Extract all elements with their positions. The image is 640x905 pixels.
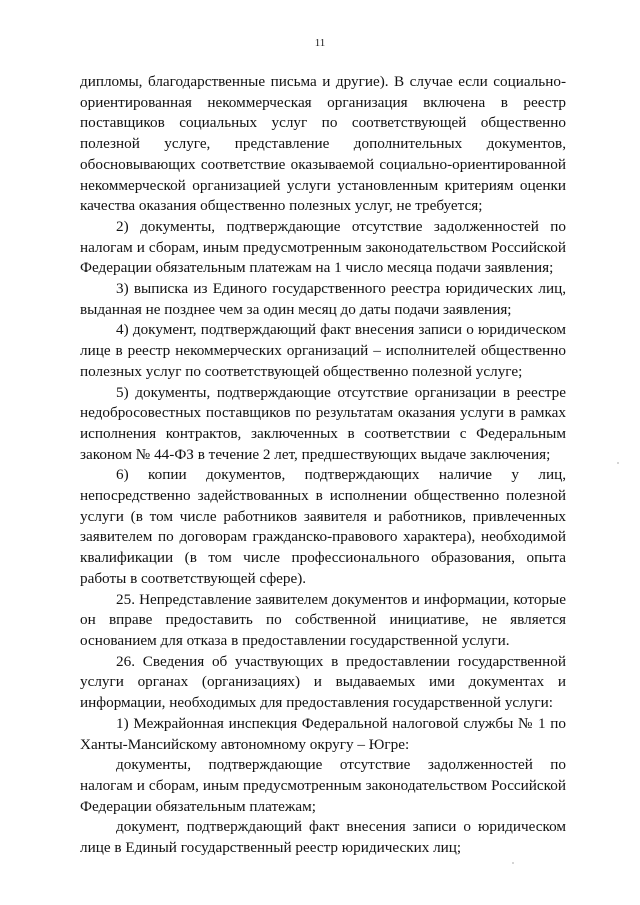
paragraph-continuation: дипломы, благодарственные письма и другие). В случае если социально-ориентированная некоммерческая организация включена в реестр поставщиков социальных услуг по соответствующей общественно полезной услуге, представление дополнительных документов, обосновывающих соответствие оказываемой социально-ориентированной некоммерческой организацией услуги установленным критериям оценки качества оказания общественно полезных услуг, не требуется; [80,73,566,215]
paragraph-item-6: 6) копии документов, подтверждающих наличие у лиц, непосредственно задействованных в исполнении общественно полезной услуги (в том числе работников заявителя и работников, привлеченных заявителем по договорам гражданско-правового характера), необходимой квалификации (в том числе профессионального образования, опыта работы в соответствующей сфере). [80,466,566,587]
paragraph-26-item-1-doc-b: документ, подтверждающий факт внесения записи о юридическом лице в Единый государственный реестр юридических лиц; [80,818,566,857]
paragraph-item-4: 4) документ, подтверждающий факт внесения записи о юридическом лице в реестр некоммерческих организаций – исполнителей общественно полезных услуг по соответствующей общественно полезной услуге; [80,321,566,380]
paragraph-item-3: 3) выписка из Единого государственного реестра юридических лиц, выданная не позднее чем за один месяц до даты подачи заявления; [80,280,566,318]
document-body [80,72,566,859]
scan-speck [617,462,619,464]
paragraph-item-5: 5) документы, подтверждающие отсутствие организации в реестре недобросовестных поставщиков по результатам оказания услуги в рамках исполнения контрактов, заключенных в соответствии с Федеральным законом № 44-ФЗ в течение 2 лет, предшествующих выдаче заключения; [80,383,566,463]
paragraph-item-2: 2) документы, подтверждающие отсутствие задолженностей по налогам и сборам, иным предусмотренным законодательством Российской Федерации обязательным платежам на 1 число месяца подачи заявления; [80,217,566,277]
paragraph-26-item-1-doc-a: документы, подтверждающие отсутствие задолженностей по налогам и сборам, иным предусмотренным законодательством Российской Федерации обязательным платежам; [80,756,566,815]
paragraph-section-25: 25. Непредставление заявителем документов и информации, которые он вправе предоставить по собственной инициативе, не является основанием для отказа в предоставлении государственной услуги. [80,590,566,649]
paragraph-26-item-1: 1) Межрайонная инспекция Федеральной налоговой службы № 1 по Ханты-Мансийскому автономному округу – Югре: [80,714,566,753]
scan-speck [512,862,514,864]
paragraph-section-26: 26. Сведения об участвующих в предоставлении государственной услуги органах (организациях) и выдаваемых ими документах и информации, необходимых для предоставления государственной услуги: [80,652,566,712]
page-number: 11 [314,37,326,49]
